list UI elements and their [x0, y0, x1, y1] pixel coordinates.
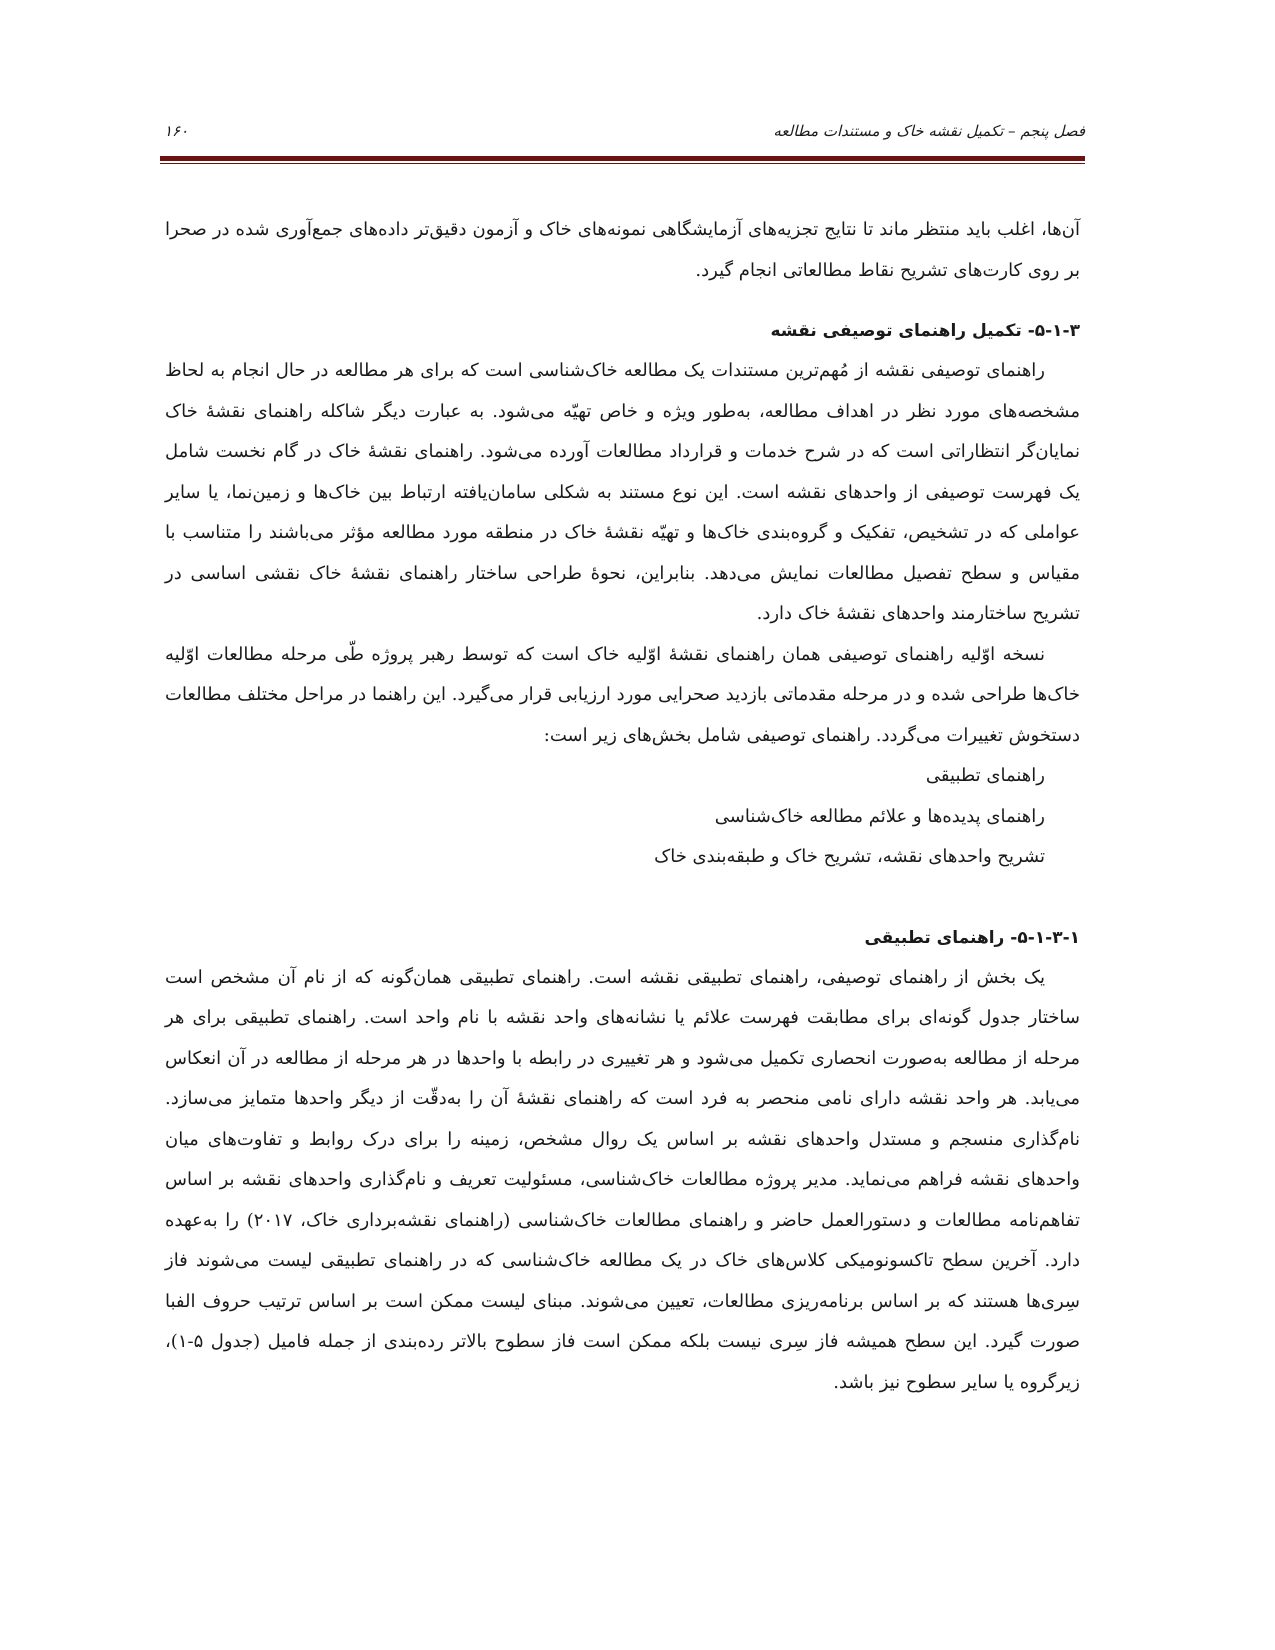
- body-paragraph: نسخه اوّلیه راهنمای توصیفی همان راهنمای نقشهٔ اوّلیه خاک است که توسط رهبر پروژه طّی مرحله مطالعات اوّلیه خاک‌ها طراحی شده و در مرحله مقدماتی بازدید صحرایی مورد ارزیابی قرار می‌گیرد. این راهنما در مراحل مختلف مطالعات دستخوش تغییرات می‌گردد. راهنمای توصیفی شامل بخش‌های زیر است:: [165, 643, 1080, 746]
- running-title: فصل پنجم – تکمیل نقشه خاک و مستندات مطالعه: [773, 122, 1085, 140]
- body-paragraph: راهنمای توصیفی نقشه از مُهم‌ترین مستندات یک مطالعه خاک‌شناسی است که برای هر مطالعه در حال انجام به لحاظ مشخصه‌های مورد نظر در اهداف مطالعه، به‌طور ویژه و خاص تهیّه می‌شود. به عبارت دیگر شاکله راهنمای نقشهٔ خاک نمایان‌گر انتظاراتی است که در شرح خدمات و قرارداد مطالعات آورده می‌شود. راهنمای نقشهٔ خاک در گام نخست شامل یک فهرست توصیفی از واحدهای نقشه است. این نوع مستند به شکلی سامان‌یافته ارتباط بین خاک‌ها و زمین‌نما، یا سایر عواملی که در تشخیص، تفکیک و گروه‌بندی خاک‌ها و تهیّه نقشهٔ خاک در منطقه مورد مطالعه مؤثر می‌باشند را متناسب با مقیاس و سطح تفصیل مطالعات نمایش می‌دهد. بنابراین، نحوهٔ طراحی ساختار راهنمای نقشهٔ خاک نقشی اساسی در تشریح ساختارمند واحدهای نقشهٔ خاک دارد.: [165, 360, 1080, 624]
- section-heading: ۵-۱-۳- تکمیل راهنمای توصیفی نقشه: [770, 321, 1080, 341]
- body-paragraph: یک بخش از راهنمای توصیفی، راهنمای تطبیقی نقشه است. راهنمای تطبیقی همان‌گونه که از نام آن مشخص است ساختار جدول گونه‌ای برای مطابقت فهرست علائم یا نشانه‌های واحد نقشه با نام واحد است. راهنمای تطبیقی برای هر مرحله از مطالعه به‌صورت انحصاری تکمیل می‌شود و هر تغییری در رابطه با واحدها در هر مرحله از مطالعه در آن انعکاس می‌یابد. هر واحد نقشه دارای نامی منحصر به فرد است که راهنمای نقشهٔ آن را به‌دقّت از دیگر واحدها متمایز می‌سازد. نام‌گذاری منسجم و مستدل واحدهای نقشه بر اساس یک روال مشخص، زمینه را برای درک روابط و تفاوت‌های میان واحدهای نقشه فراهم می‌نماید. مدیر پروژه مطالعات خاک‌شناسی، مسئولیت تعریف و نام‌گذاری واحدهای نقشه بر اساس تفاهم‌نامه مطالعات و دستورالعمل حاضر و راهنمای مطالعات خاک‌شناسی (راهنمای نقشه‌برداری خاک، ۲۰۱۷) را به‌عهده دارد. آخرین سطح تاکسونومیکی کلاس‌های خاک در یک مطالعه خاک‌شناسی که در راهنمای تطبیقی لیست می‌شوند فاز سِری‌ها هستند که بر اساس برنامه‌ریزی مطالعات، تعیین می‌شوند. مبنای لیست ممکن است بر اساس ترتیب حروف الفبا صورت گیرد. این سطح همیشه فاز سِری نیست بلکه ممکن است فاز سطوح بالاتر رده‌بندی از جمله فامیل (جدول ۵-۱)، زیرگروه یا سایر سطوح نیز باشد.: [165, 966, 1080, 1393]
- list-item: راهنمای تطبیقی: [925, 765, 1045, 786]
- subsection-heading: ۵-۱-۳-۱- راهنمای تطبیقی: [864, 927, 1080, 948]
- page-body: [165, 210, 1080, 1403]
- intro-paragraph: آن‌ها، اغلب باید منتظر ماند تا نتایج تجزیه‌های آزمایشگاهی نمونه‌های خاک و آزمون دقیق‌تر داده‌های جمع‌آوری شده در صحرا بر روی کارت‌های تشریح نقاط مطالعاتی انجام گیرد.: [165, 219, 1080, 281]
- page-header: [160, 122, 1085, 152]
- header-rule-thick: [160, 156, 1085, 161]
- page-number: ۱۶۰: [164, 122, 189, 140]
- guide-parts-list: [165, 756, 1080, 878]
- header-rule-thin: [160, 163, 1085, 164]
- list-item: تشریح واحدهای نقشه، تشریح خاک و طبقه‌بندی خاک: [654, 846, 1045, 867]
- list-item: راهنمای پدیده‌ها و علائم مطالعه خاک‌شناسی: [714, 805, 1045, 827]
